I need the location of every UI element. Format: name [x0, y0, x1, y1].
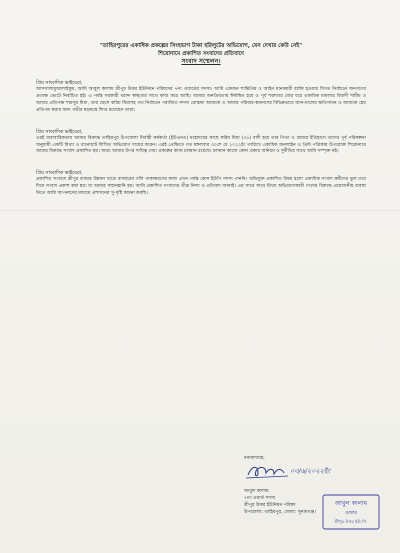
- paper-fold-line: [0, 210, 400, 211]
- stamp-line-1: আবুল কালাম: [334, 500, 368, 507]
- section-3: [36, 170, 366, 198]
- signer-role: ৭নং ওয়ার্ড সদস্য: [244, 496, 276, 501]
- paragraph: [36, 136, 366, 157]
- stamp-line-2: মেম্বার: [345, 510, 357, 516]
- handwritten-date: ০৩/৬/২০২২ইং: [290, 467, 331, 475]
- official-stamp: [322, 494, 380, 530]
- paragraph: [36, 87, 366, 115]
- paragraph-text: আসসালামুআলাইকুম, আমি আবুল কালাম শ্রীপুর উত্তর ইউনিয়ন পরিষদের ৭নং ওয়ার্ডের সদস্য। আমি একজন শান্তিপ্রিয় ও আইন মান্যকারী ব্যক্তি হওয়ায় বিগত নির্বাচনে জনগণের প্রত্যক্ষ ভোটে নির্বাচিত হই। এ পর্যন্ত সরকারী বরাদ্দ স্বচ্ছতার সাথে কাজ করে আছি। আমার জনপ্রিয়তায় ঈর্ষান্বিত হয়ে ও পূর্ব শত্রুতার জের ধরে একাধিক মামলার বিবাদী শামীম ও আমার প্রতিপক্ষ শামসুর মিয়া, তার ছেলে করিম মিয়াসহ গত নির্বাচনে পরাজিত সদস্য মোস্তফা আমাকে ও আমার পরিবার-স্বজনদের বিভিন্নভাবে জান-মালের ক্ষতিসাধন ও আমাকে হেয় প্রতিপন্ন করার জন্য গভীর ষড়যন্ত্রে লিপ্ত রয়েছেন তারা।: [36, 87, 366, 113]
- document-title: [36, 42, 366, 66]
- section-2: [36, 129, 366, 157]
- closing-label: ধন্যবাদান্তে,: [244, 456, 265, 461]
- title-line-1: "তাহিরপুরের একাধিক প্রকল্পের সিংহভাগ টাকা হরিলুটের অভিযোগ, যেন দেখার কেউ নেই": [99, 43, 303, 49]
- handwritten-signature: [244, 459, 334, 483]
- paragraph-text: এরই ধারাবাহিকতায় আমার বিরুদ্ধে তাহিরপুর উপজেলা নির্বাহী কর্মকর্তা (ইউএনও) মহোদয়ের কাছে করিম মিয়া (৩৫) বাদী হয়ে তার পিতা ও গ্রামের ইতিহাসে তাদের পূর্ব পরিকল্পনা অনুযায়ী একটি মিথ্যা ও বানোয়াট লিখিত অভিযোগ দায়ের করেন। এরই প্রেক্ষিতে গত মঙ্গলবার ৩০শে মে ২০২২ইং তারিখে একাধিক অনলাইন ও প্রিন্ট পত্রিকায় উপরোক্ত শিরোনামে আমার বিরুদ্ধে সংবাদ প্রকাশিত হয়। অথচ আমার উপর দায়িত্ব দেয়া প্রকল্পের কাজ চলমান রয়েছে। চলমান কাজে কোন প্রকার অনিয়ম ও দুর্নীতির সাথে আমি সম্পৃক্ত নই।: [36, 135, 366, 155]
- stamp-line-3: শ্রীপুর উত্তর ইউ.পি.: [334, 519, 368, 524]
- signer-address: উপজেলা: তাহিরপুর, জেলা: সুনামগঞ্জ।: [244, 510, 316, 515]
- salutation: প্রিয় সাংবাদিক ভাইয়েরা,: [36, 171, 83, 177]
- signer-name: আবুল কালাম: [244, 489, 269, 494]
- paragraph-text: প্রকাশিত সংবাদে শ্রীপুর বাজার উন্নয়ন খাতে বাজারের গলি পাকাকরণের কাজ এখন পর্যন্ত কোন ইউপি সদস্য পাননি। অভিযুক্ত প্রকাশিত বিষয় হলো একাধিক সংবাদ কর্মীদের ভুল তথ্য দিয়ে সংবাদ প্রকাশ করা হয়। যা আমার সম্মানহানি হয়। আমি প্রকাশিত সংবাদের তীব্র নিন্দা ও প্রতিবাদ জানাই। এর সাথে সাথে মিথ্যা অভিযোগকারী গংদের বিরুদ্ধে প্রয়োজনীয় ব্যবস্থা নিতে আমি আপনাদের মাধ্যমে প্রশাসনের সু-দৃষ্টি কামনা করছি।: [36, 177, 366, 197]
- salutation: প্রিয় সাংবাদিক ভাইয়েরা,: [36, 81, 83, 86]
- title-line-3: সংবাদ সম্মেলন।: [181, 58, 221, 65]
- paragraph: [36, 177, 366, 198]
- title-line-2: শিরোনামে প্রকাশিত সংবাদের প্রতিবাদে: [158, 51, 244, 57]
- signer-org: শ্রীপুর উত্তর ইউনিয়ন পরিষদ: [244, 503, 296, 508]
- salutation: প্রিয় সাংবাদিক ভাইয়েরা,: [36, 129, 83, 135]
- section-1: [36, 80, 366, 115]
